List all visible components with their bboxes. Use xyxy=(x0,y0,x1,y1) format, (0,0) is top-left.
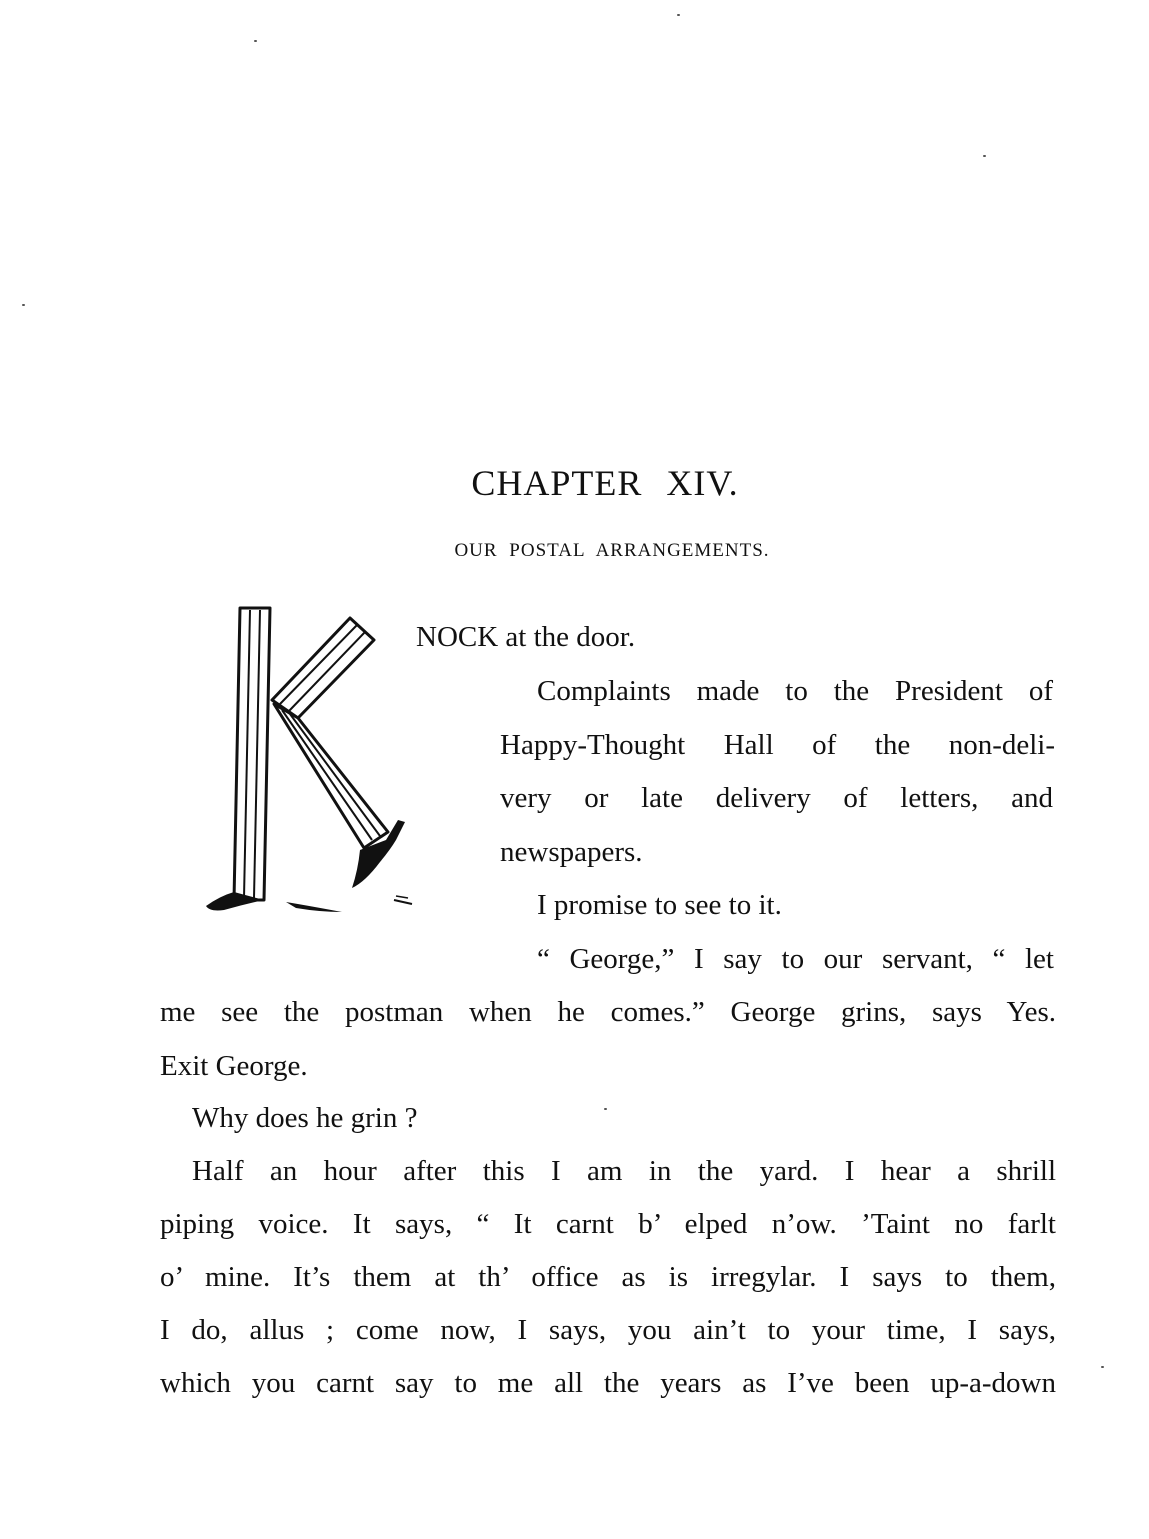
text-line: piping voice. It says, “ It carnt b’ elped n’ow. ’Taint no farlt xyxy=(160,1208,1056,1240)
text-line: Exit George. xyxy=(160,1050,308,1082)
print-speck xyxy=(1101,1366,1104,1368)
text-line: I promise to see to it. xyxy=(537,889,782,921)
text-line: very or late delivery of letters, and xyxy=(500,782,1053,814)
drop-cap-k-illustration xyxy=(200,600,425,920)
text-line: Why does he grin ? xyxy=(192,1102,418,1134)
print-speck xyxy=(604,1108,607,1110)
text-line: I do, allus ; come now, I says, you ain’t to your time, I says, xyxy=(160,1314,1056,1346)
text-line: newspapers. xyxy=(500,836,643,868)
text-line: Happy-Thought Hall of the non-deli- xyxy=(500,729,1055,761)
text-line: NOCK at the door. xyxy=(416,621,636,653)
text-line: Complaints made to the President of xyxy=(537,675,1053,707)
text-line: Half an hour after this I am in the yard. I hear a shrill xyxy=(192,1155,1056,1187)
text-line: “ George,” I say to our servant, “ let xyxy=(537,943,1054,975)
print-speck xyxy=(22,304,25,306)
text-line: o’ mine. It’s them at th’ office as is irregylar. I says to them, xyxy=(160,1261,1056,1293)
text-line: me see the postman when he comes.” George grins, says Yes. xyxy=(160,996,1056,1028)
print-speck xyxy=(254,40,257,42)
chapter-title: CHAPTER XIV. xyxy=(471,463,739,503)
chapter-subtitle: OUR POSTAL ARRANGEMENTS. xyxy=(454,540,770,561)
print-speck xyxy=(677,14,680,16)
print-speck xyxy=(983,155,986,157)
text-line: which you carnt say to me all the years as I’ve been up-a-down xyxy=(160,1367,1056,1399)
